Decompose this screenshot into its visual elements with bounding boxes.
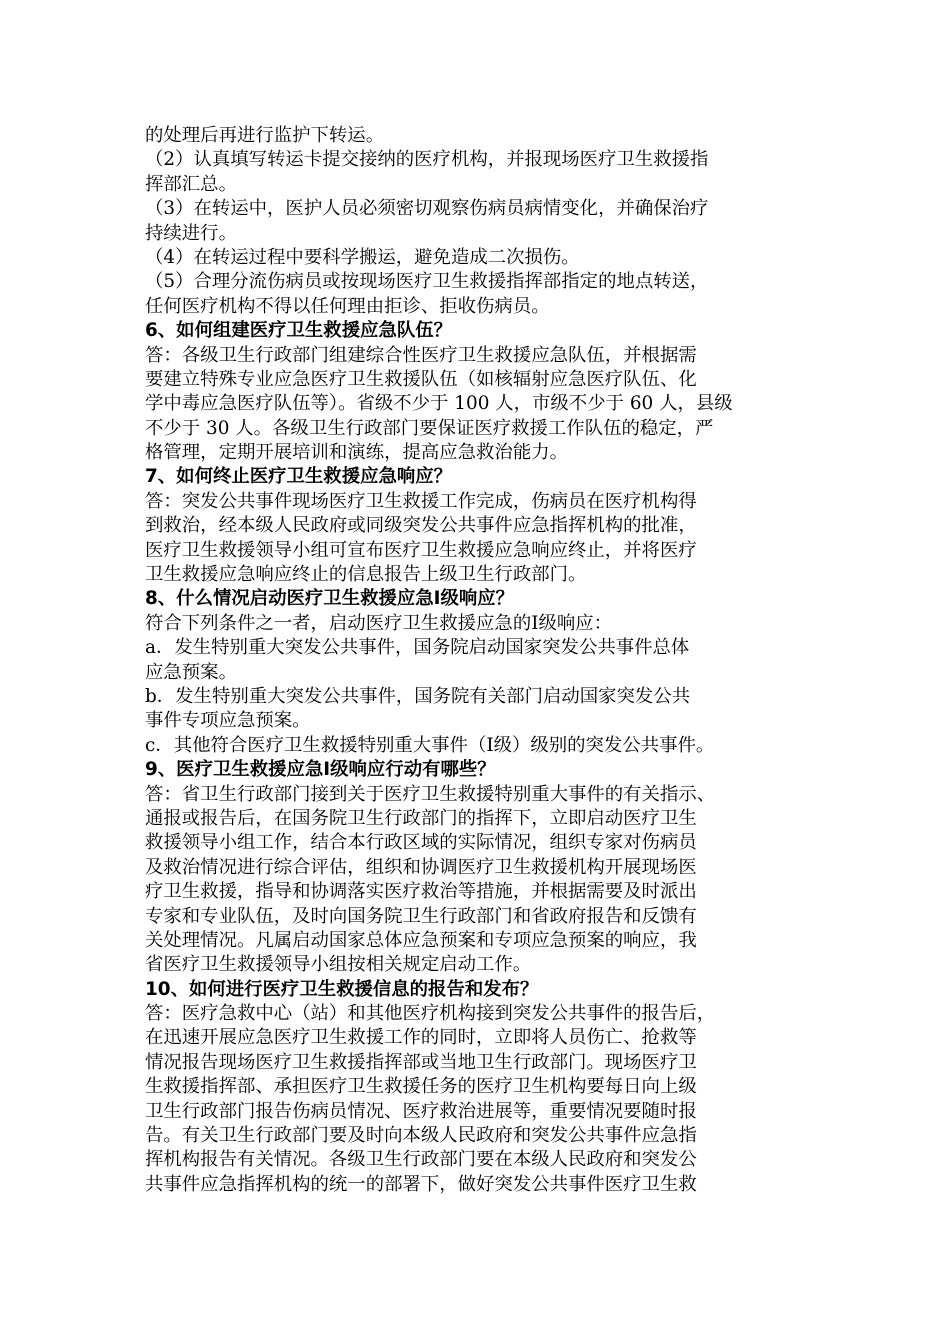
body-text-line: 任何医疗机构不得以任何理由拒诊、拒收伤病员。 [145,295,550,317]
body-text-line: 医疗卫生救援领导小组可宣布医疗卫生救援应急响应终止，并将医疗 [145,539,697,561]
body-text-line: 告。有关卫生行政部门要及时向本级人民政府和突发公共事件应急指 [145,1125,697,1147]
body-text-line: 事件专项应急预案。 [145,710,311,732]
body-text-line: 答：各级卫生行政部门组建综合性医疗卫生救援应急队伍，并根据需 [145,344,697,366]
body-text-line: 救援领导小组工作，结合本行政区域的实际情况，组织专家对伤病员 [145,832,697,854]
body-text-line: 共事件应急指挥机构的统一的部署下，做好突发公共事件医疗卫生救 [145,1173,697,1195]
body-text-line: （5）合理分流伤病员或按现场医疗卫生救援指挥部指定的地点转送， [145,271,709,293]
body-text-line: 疗卫生救援，指导和协调落实医疗救治等措施，并根据需要及时派出 [145,881,697,903]
body-text-line: 不少于 30 人。各级卫生行政部门要保证医疗救援工作队伍的稳定，严 [145,417,714,439]
body-text-line: 专家和专业队伍，及时向国务院卫生行政部门和省政府报告和反馈有 [145,905,697,927]
section-heading: 8、什么情况启动医疗卫生救援应急Ⅰ级响应？ [145,588,515,610]
body-text-line: 的处理后再进行监护下转运。 [145,125,385,146]
body-text-line: 答：医疗急救中心（站）和其他医疗机构接到突发公共事件的报告后， [145,1003,716,1025]
body-text-line: 答：省卫生行政部门接到关于医疗卫生救援特别重大事件的有关指示、 [145,783,716,805]
body-text-line: 持续进行。 [145,222,237,244]
body-text-line: （2）认真填写转运卡提交接纳的医疗机构，并报现场医疗卫生救援指 [145,149,709,171]
body-text-line: 挥部汇总。 [145,173,237,195]
body-text-line: 格管理，定期开展培训和演练，提高应急救治能力。 [145,442,568,464]
body-text-line: （4）在转运过程中要科学搬运，避免造成二次损伤。 [145,246,580,268]
document-page [145,124,825,1197]
body-text-line: 应急预案。 [145,661,237,683]
body-text-line: 省医疗卫生救援领导小组按相关规定启动工作。 [145,954,532,976]
body-text-line: 答：突发公共事件现场医疗卫生救援工作完成，伤病员在医疗机构得 [145,490,697,512]
section-heading: 10、如何进行医疗卫生救援信息的报告和发布？ [145,978,539,1000]
body-text-line: 卫生救援应急响应终止的信息报告上级卫生行政部门。 [145,564,587,586]
body-text-line: 在迅速开展应急医疗卫生救援工作的同时，立即将人员伤亡、抢救等 [145,1027,697,1049]
body-text-line: 生救援指挥部、承担医疗卫生救援任务的医疗卫生机构要每日向上级 [145,1076,697,1098]
body-text-line: 卫生行政部门报告伤病员情况、医疗救治进展等，重要情况要随时报 [145,1100,697,1122]
body-text-line: 到救治，经本级人民政府或同级突发公共事件应急指挥机构的批准， [145,515,697,537]
body-text-line: 通报或报告后，在国务院卫生行政部门的指挥下，立即启动医疗卫生 [145,807,697,829]
body-text-line: 关处理情况。凡属启动国家总体应急预案和专项应急预案的响应，我 [145,929,697,951]
section-heading: 9、医疗卫生救援应急Ⅰ级响应行动有哪些？ [145,759,496,781]
body-text-line: b．发生特别重大突发公共事件，国务院有关部门启动国家突发公共 [145,685,691,707]
body-text-line: c．其他符合医疗卫生救援特别重大事件（Ⅰ级）级别的突发公共事件。 [145,734,715,756]
body-text-line: 符合下列条件之一者，启动医疗卫生救援应急的Ⅰ级响应： [145,612,613,634]
body-text-line: 及救治情况进行综合评估，组织和协调医疗卫生救援机构开展现场医 [145,856,697,878]
body-text-line: a．发生特别重大突发公共事件，国务院启动国家突发公共事件总体 [145,637,690,659]
section-heading: 6、如何组建医疗卫生救援应急队伍？ [145,320,453,342]
body-text-line: 挥机构报告有关情况。各级卫生行政部门要在本级人民政府和突发公 [145,1149,697,1171]
body-text-line: （3）在转运中，医护人员必须密切观察伤病员病情变化，并确保治疗 [145,198,709,220]
body-text-line: 要建立特殊专业应急医疗卫生救援队伍（如核辐射应急医疗队伍、化 [145,368,697,390]
body-text-line: 情况报告现场医疗卫生救援指挥部或当地卫生行政部门。现场医疗卫 [145,1051,697,1073]
body-text-line: 学中毒应急医疗队伍等）。省级不少于 100 人，市级不少于 60 人，县级 [145,393,733,415]
section-heading: 7、如何终止医疗卫生救援应急响应？ [145,466,453,488]
